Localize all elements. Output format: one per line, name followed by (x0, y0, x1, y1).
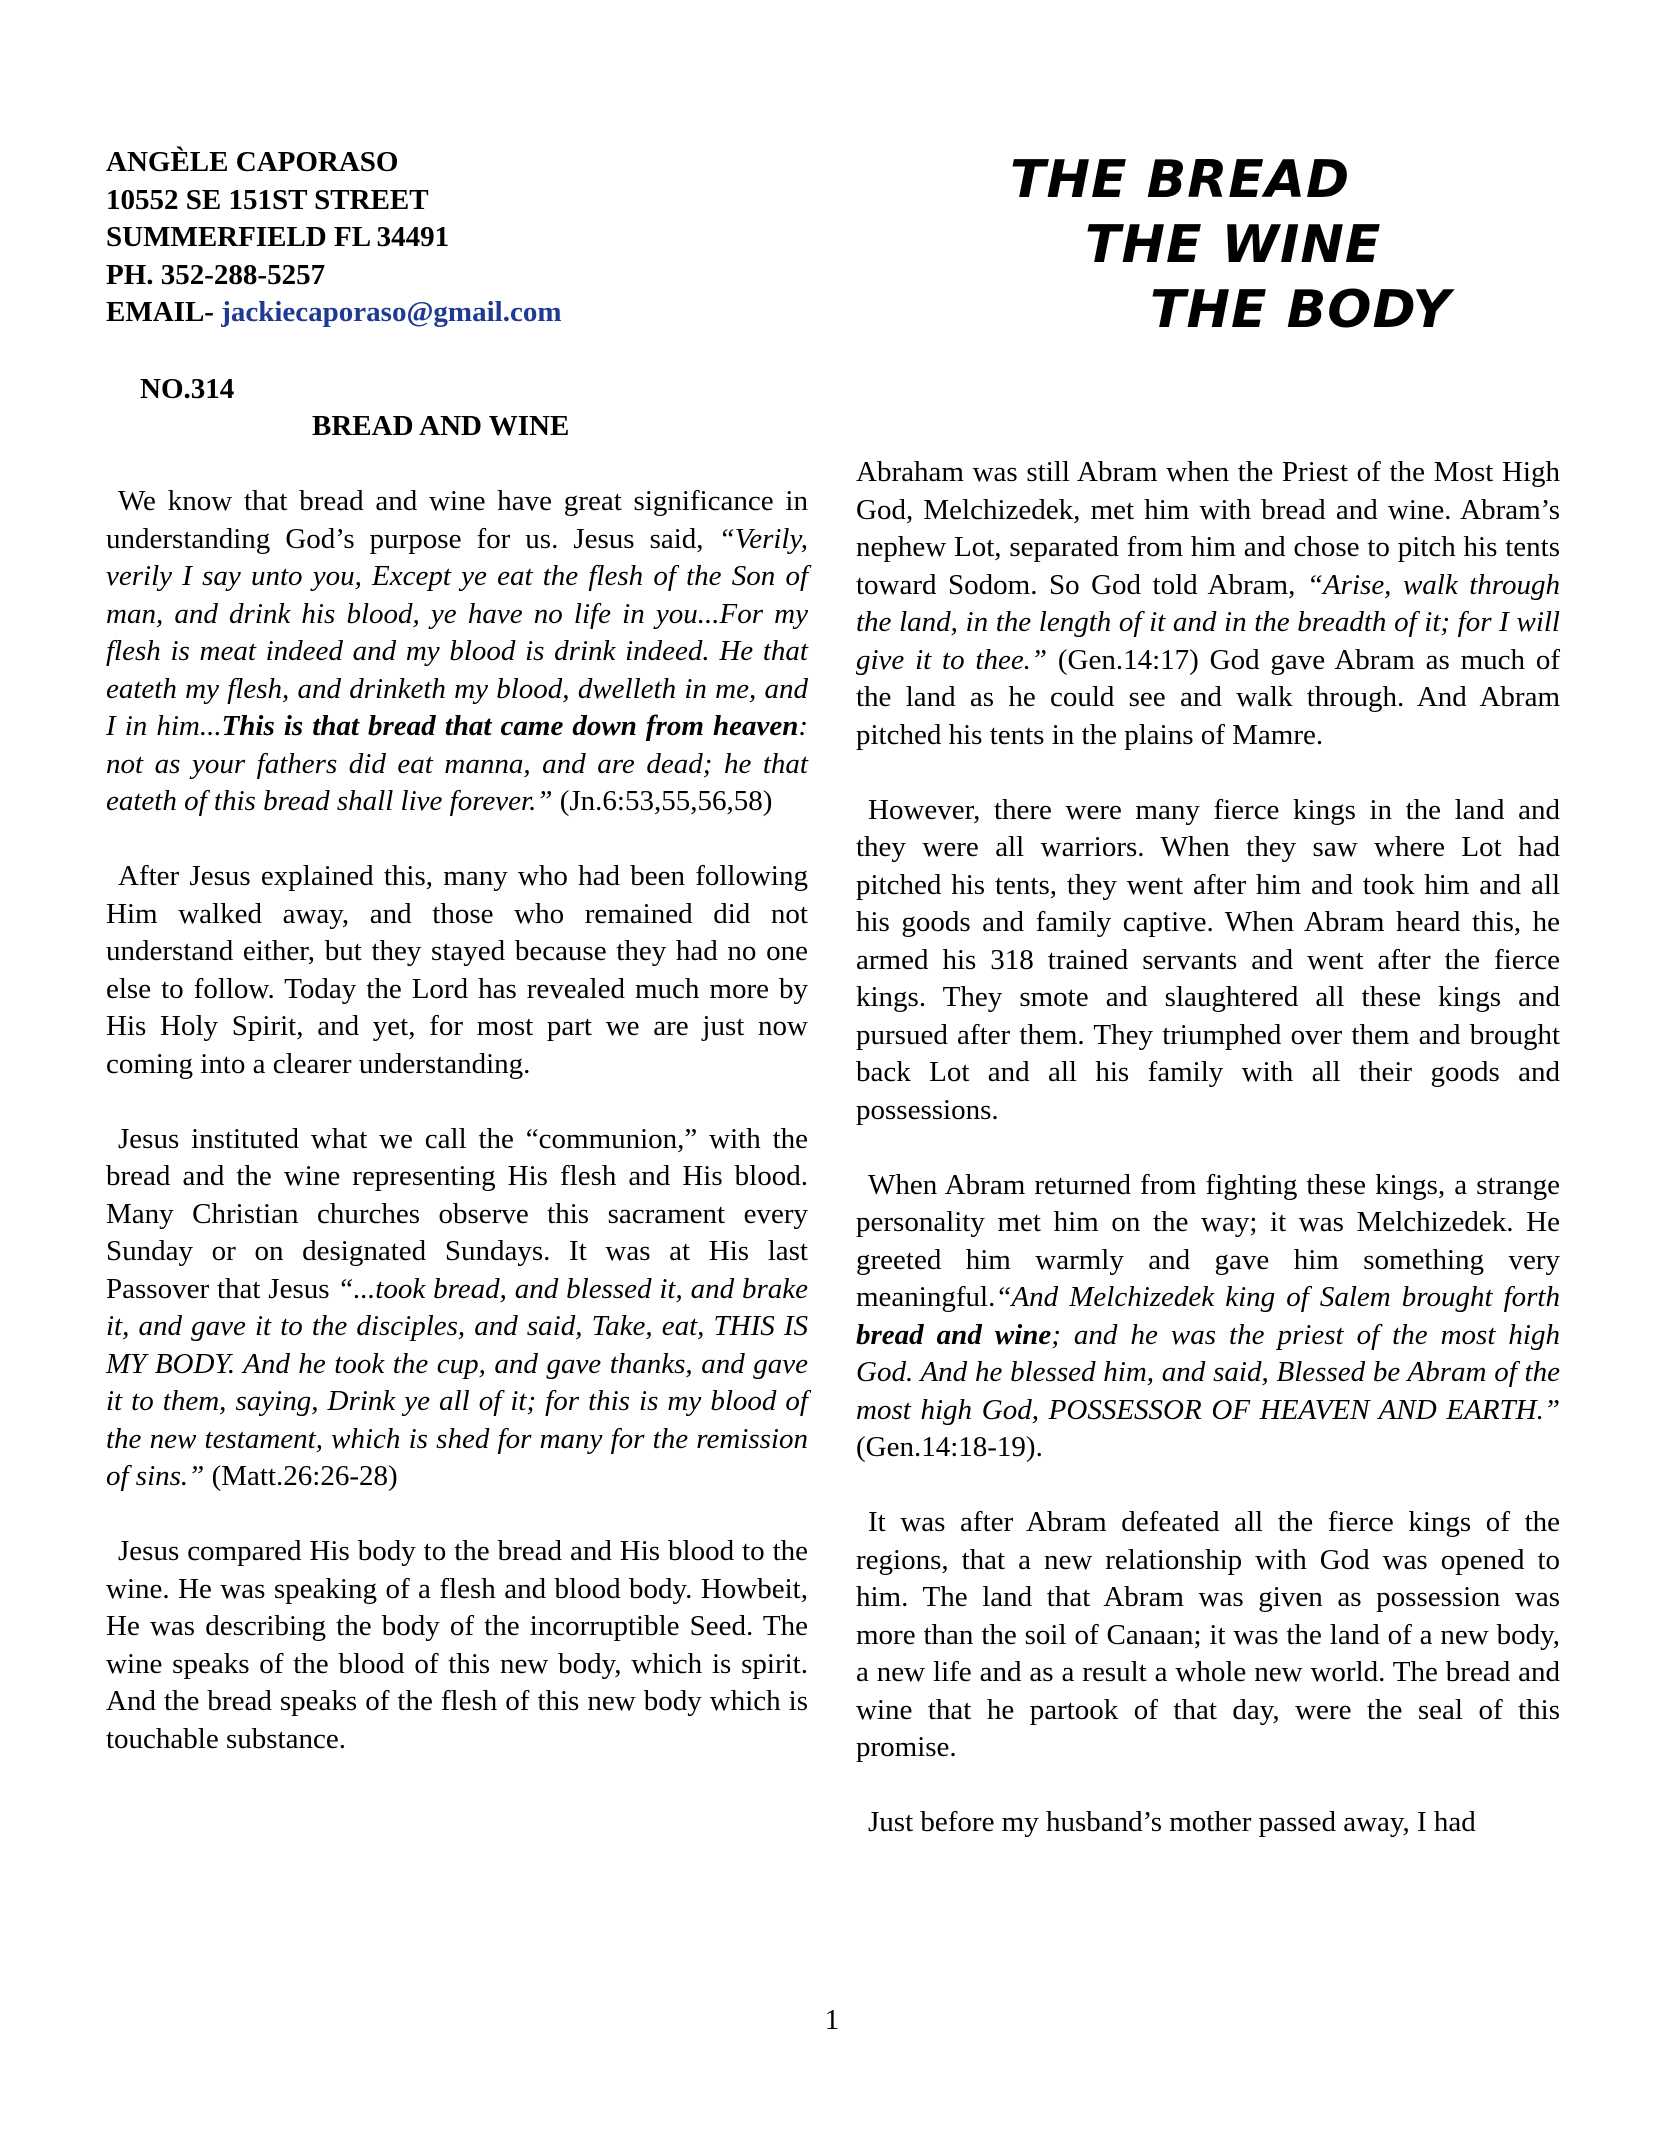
author-phone: PH. 352-288-5257 (106, 258, 326, 291)
email-label: EMAIL- (106, 296, 222, 328)
author-email-line (106, 294, 561, 332)
paragraph: Jesus compared His body to the bread and His blood to the wine. He was speaking of a flesh and blood body. Howbeit, He was describing the body of the incorruptible Seed. The wine speaks of the blood of this new body, which is spirit. And the bread speaks of the flesh of this new body which is touchable substance. (106, 1535, 808, 1755)
author-header (106, 144, 561, 332)
paragraph: Jesus instituted what we call the “communion,” with the bread and the wine representing His flesh and His blood. Many Christian churches observe this sacrament every Sunday or on designated Sundays. It was at His last Passover that Jesus “...took bread, and blessed it, and brake it, and gave it to the disciples, and said, Take, eat, THIS IS MY BODY. And he took the cup, and gave thanks, and gave it to them, saying, Drink ye all of it; for this is my blood of the new testament, which is shed for many for the remission of sins.” (Matt.26:26-28) (106, 1122, 808, 1492)
article-number: NO.314 (140, 373, 235, 405)
right-column (856, 454, 1560, 1842)
paragraph: Abraham was still Abram when the Priest of the Most High God, Melchizedek, met him with bread and wine. Abram’s nephew Lot, separated from him and chose to pitch his tents toward Sodom. So God told Abram, “Arise, walk through the land, in the length of it and in the breadth of it; for I will give it to thee.” (Gen.14:17) God gave Abram as much of the land as he could see and walk through. And Abram pitched his tents in the plains of Mamre. (856, 456, 1561, 751)
title-line-bread: THE BREAD (1010, 150, 1351, 210)
email-link[interactable]: jackiecaporaso@gmail.com (221, 296, 562, 328)
author-city: SUMMERFIELD FL 34491 (106, 221, 450, 253)
title-line-wine: THE WINE (1085, 215, 1382, 275)
page-number: 1 (824, 2004, 840, 2036)
paragraph: After Jesus explained this, many who had been following Him walked away, and those who remained did not understand either, but they stayed because they had no one else to follow. Today the Lord has revealed much more by His Holy Spirit, and yet, for most part we are just now coming into a clearer understanding. (106, 860, 808, 1080)
paragraph: However, there were many fierce kings in the land and they were all warriors. When they saw where Lot had pitched his tents, they went after him and took him and all his goods and family captive. When Abram heard this, he armed his 318 trained servants and went after the fierce kings. They smote and slaughtered all these kings and pursued after them. They triumphed over them and brought back Lot and all his family with all their goods and possessions. (856, 793, 1560, 1126)
paragraph: Just before my husband’s mother passed away, I had (868, 1806, 1476, 1838)
title-art (1010, 148, 1470, 343)
author-street: 10552 SE 151ST STREET (106, 183, 429, 216)
paragraph: When Abram returned from fighting these kings, a strange personality met him on the way; it was Melchizedek. He greeted him warmly and gave him something very meaningful.“And Melchizedek king of Salem brought forth bread and wine; and he was the priest of the most high God. And he blessed him, and said, Blessed be Abram of the most high God, POSSESSOR OF HEAVEN AND EARTH.” (Gen.14:18-19). (856, 1168, 1560, 1463)
paragraph: It was after Abram defeated all the fierce kings of the regions, that a new relationship with God was opened to him. The land that Abram was given as possession was more than the soil of Canaan; it was the land of a new body, a new life and as a result a whole new world. The bread and wine that he partook of that day, were the seal of this promise. (856, 1506, 1560, 1763)
paragraph: We know that bread and wine have great significance in understanding God’s purpose for us. Jesus said, “Verily, verily I say unto you, Except ye eat the flesh of the Son of man, and drink his blood, ye have no life in you...For my flesh is meat indeed and my blood is drink indeed. He that eateth my flesh, and drinketh my blood, dwelleth in me, and I in him...This is that bread that came down from heaven: not as your fathers did eat manna, and are dead; he that eateth of this bread shall live forever.” (Jn.6:53,55,56,58) (106, 485, 808, 817)
author-name: ANGÈLE CAPORASO (106, 146, 399, 178)
article-title: BREAD AND WINE (312, 410, 570, 442)
left-column (106, 483, 808, 1758)
title-line-body: THE BODY (1150, 280, 1452, 340)
